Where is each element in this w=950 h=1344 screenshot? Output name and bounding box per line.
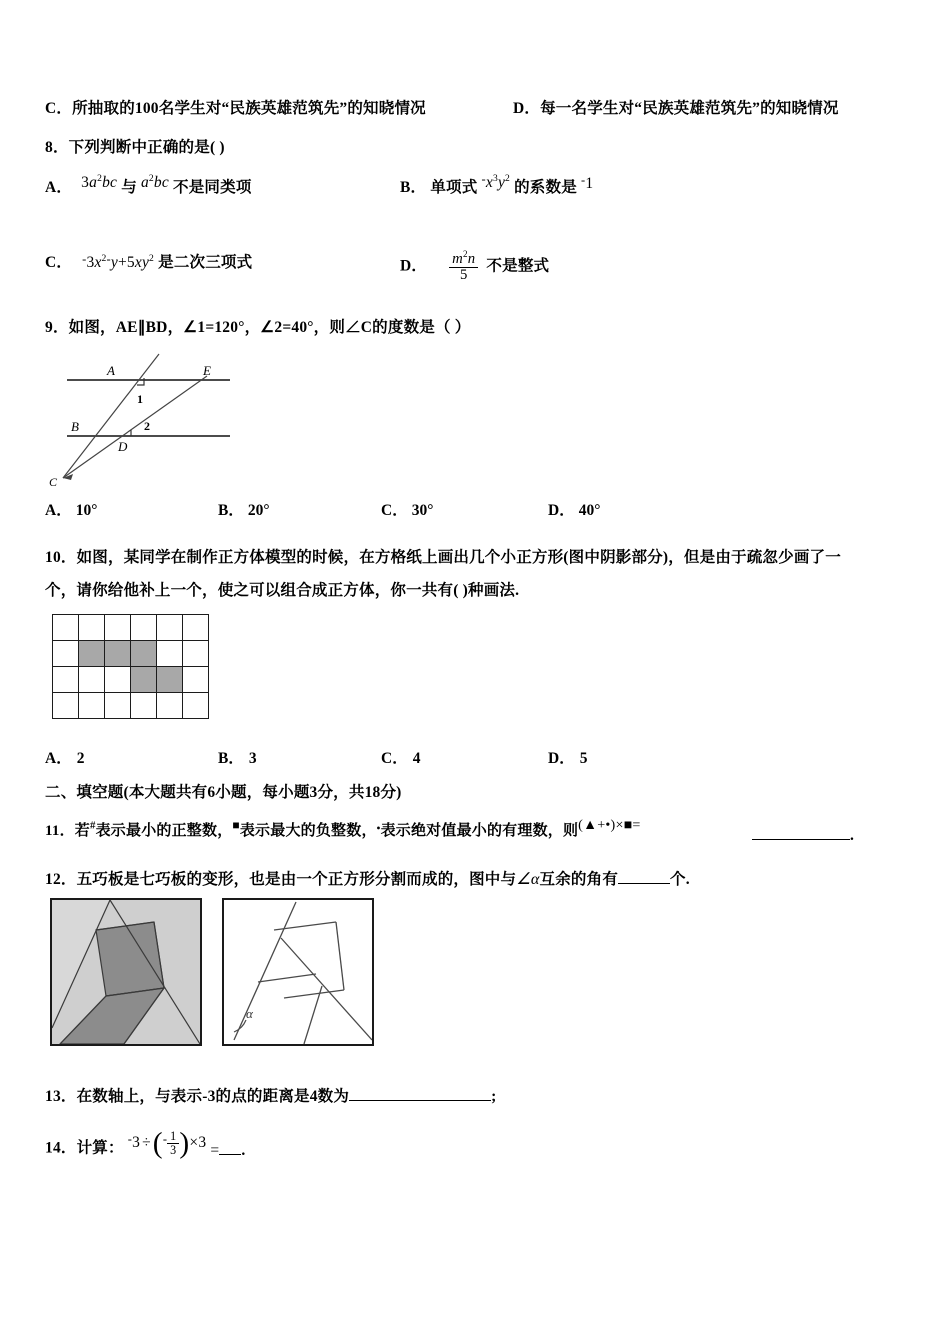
grid-cell xyxy=(105,615,131,641)
q8d-frac-m-sup: 2 xyxy=(463,249,468,259)
svg-text:E: E xyxy=(203,363,211,378)
q8-stem-text: 下列判断中正确的是( ) xyxy=(68,139,225,156)
q14-minus: - xyxy=(127,1131,133,1146)
grid-cell xyxy=(105,667,131,693)
q14-stem xyxy=(45,1127,246,1166)
grid-cell xyxy=(157,641,183,667)
q9-option-d-label: D． xyxy=(548,502,575,519)
q8-option-b xyxy=(400,172,594,197)
q11-paren-open: ( xyxy=(578,817,584,833)
q8c-var2: y xyxy=(110,254,118,271)
q10-option-a xyxy=(45,746,84,768)
q11-text4: 表示绝对值最小的有理数，则 xyxy=(380,823,579,839)
q9-option-d xyxy=(548,498,600,520)
q11-stem xyxy=(45,818,640,840)
q10-option-b-value: 3 xyxy=(248,750,257,767)
grid-cell xyxy=(157,693,183,719)
q10-option-c-label: C． xyxy=(381,750,408,767)
q14-answer-blank[interactable] xyxy=(219,1141,241,1155)
q10-option-a-label: A． xyxy=(45,750,72,767)
q9-option-a-value: 10° xyxy=(75,502,98,519)
q7-option-d-text: 每一名学生对“民族英雄范筑先”的知晓情况 xyxy=(540,100,839,117)
square-icon: ■ xyxy=(623,817,633,833)
q8d-frac-m: m xyxy=(452,250,464,267)
q12-figure-left xyxy=(50,898,202,1046)
q12-figure-right xyxy=(222,898,374,1046)
q8c-var1: x xyxy=(94,254,102,271)
q10-grid-figure xyxy=(52,614,209,719)
q8a-text: 不是同类项 xyxy=(173,179,252,196)
q13-stem xyxy=(45,1084,496,1106)
q8-option-a-label: A． xyxy=(45,179,73,196)
q11-tail: . xyxy=(850,827,855,844)
q10-stem-text2: 个，请你给他补上一个，使之可以组合成正方体，你一共有( )种画法. xyxy=(45,582,520,599)
q8-option-c-label: C． xyxy=(45,254,73,271)
grid-cell-shaded xyxy=(105,641,131,667)
q9-option-b xyxy=(218,498,270,520)
q14-frac-den: 3 xyxy=(170,1142,177,1157)
q8b-x: x xyxy=(485,174,493,191)
q8b-value: 1 xyxy=(585,175,594,192)
grid-row xyxy=(53,667,209,693)
q9-option-a-label: A． xyxy=(45,502,72,519)
q11-paren-close: ) xyxy=(610,817,616,833)
grid-cell xyxy=(53,615,79,641)
q10-option-d-label: D． xyxy=(548,750,575,767)
grid-cell xyxy=(79,615,105,641)
q12-stem-a: 五巧板是七巧板的变形，也是由一个正方形分割而成的，图中与 xyxy=(76,871,517,888)
q13-answer-blank[interactable] xyxy=(349,1087,491,1101)
svg-text:α: α xyxy=(246,1006,253,1021)
q10-grid-table xyxy=(52,614,209,719)
q10-option-b-label: B． xyxy=(218,750,244,767)
q8c-coef1: 3 xyxy=(86,254,95,271)
q11-answer-blank[interactable] xyxy=(752,826,850,840)
q7-option-c-label: C． xyxy=(45,100,73,117)
grid-cell xyxy=(53,641,79,667)
grid-row xyxy=(53,615,209,641)
q10-stem-line1 xyxy=(45,545,841,567)
q7-option-d-label: D． xyxy=(513,100,541,117)
grid-cell xyxy=(157,615,183,641)
q8c-sup3: 2 xyxy=(149,252,155,264)
square-icon: ■ xyxy=(232,818,240,832)
grid-cell xyxy=(183,641,209,667)
q11-plus: + xyxy=(597,817,606,833)
q7-option-c-text: 所抽取的100名学生对“民族英雄范筑先”的知晓情况 xyxy=(72,100,426,117)
svg-text:1: 1 xyxy=(137,392,143,406)
q11-number: 11． xyxy=(45,823,75,839)
grid-cell-shaded xyxy=(131,667,157,693)
q13-text1: 在数轴上，与表示-3的点的距离是4数为 xyxy=(76,1088,350,1105)
q8a-sup: 2 xyxy=(97,172,103,184)
q10-stem-line2 xyxy=(45,578,519,600)
q8d-frac-n: n xyxy=(467,250,476,267)
q8c-sup1: 2 xyxy=(101,252,107,264)
grid-cell xyxy=(131,615,157,641)
q9-option-c-value: 30° xyxy=(411,502,434,519)
q8d-frac-den: 5 xyxy=(459,267,468,284)
grid-row xyxy=(53,641,209,667)
grid-cell xyxy=(53,693,79,719)
q9-option-d-value: 40° xyxy=(578,502,601,519)
q14-tail: . xyxy=(241,1141,246,1159)
q10-option-d xyxy=(548,746,587,768)
q11-text1: 若 xyxy=(74,823,90,839)
q8b-minus: - xyxy=(481,172,486,187)
q14-frac-num: 1 xyxy=(167,1130,179,1144)
q10-option-c xyxy=(381,746,420,768)
q7-option-c xyxy=(45,96,426,118)
q8-option-d xyxy=(400,250,549,284)
svg-text:C: C xyxy=(49,475,58,489)
q9-option-c-label: C． xyxy=(381,502,408,519)
q8b-post-text: 的系数是 xyxy=(514,179,577,196)
q11-answer-blank-wrap xyxy=(752,826,854,845)
q8b-y-sup: 2 xyxy=(505,172,511,184)
q8b-value-minus: - xyxy=(581,173,586,188)
q9-option-b-label: B． xyxy=(218,502,244,519)
q8a-sup2: 2 xyxy=(148,172,154,184)
q14-three: 3 xyxy=(132,1133,141,1151)
q8c-minus1: - xyxy=(82,252,87,267)
q14-text1: 计算： xyxy=(76,1139,124,1157)
q14-number: 14． xyxy=(45,1139,77,1157)
q10-option-a-value: 2 xyxy=(76,750,85,767)
q11-expression xyxy=(578,817,640,833)
q9-option-c xyxy=(381,498,433,520)
grid-cell-shaded xyxy=(131,641,157,667)
grid-cell xyxy=(79,667,105,693)
q12-stem-c: 个. xyxy=(670,871,690,888)
q13-number: 13． xyxy=(45,1088,77,1105)
q8d-text: 不是整式 xyxy=(486,257,550,275)
svg-text:2: 2 xyxy=(144,419,150,433)
triangle-icon: ▲ xyxy=(583,817,598,833)
q8-option-c xyxy=(45,250,252,272)
q10-grid-body xyxy=(53,615,209,719)
q7-option-d xyxy=(513,96,839,118)
q11-times: × xyxy=(615,817,624,833)
q8c-text: 是二次三项式 xyxy=(158,254,253,271)
q10-option-b xyxy=(218,746,257,768)
q10-number: 10． xyxy=(45,549,77,566)
q8c-plus: + xyxy=(117,254,127,271)
q9-number: 9． xyxy=(45,319,69,336)
grid-cell-shaded xyxy=(79,641,105,667)
q10-option-c-value: 4 xyxy=(412,750,421,767)
q8c-minus2: - xyxy=(106,252,111,267)
q9-figure xyxy=(45,348,285,490)
q13-text2: ; xyxy=(491,1088,497,1105)
q11-equals: = xyxy=(632,817,641,833)
grid-cell xyxy=(53,667,79,693)
q14-paren-minus: - xyxy=(162,1131,168,1146)
q9-option-b-value: 20° xyxy=(247,502,270,519)
q14-expression: -3 ÷(- $\frac{1}{3}$ )×3 xyxy=(127,1127,207,1159)
q8-number: 8． xyxy=(45,139,69,156)
q8c-coef3: 5 xyxy=(126,254,135,271)
grid-cell xyxy=(131,693,157,719)
section2-heading: 二、填空题(本大题共有6小题，每小题3分，共18分) xyxy=(45,784,402,801)
grid-cell-shaded xyxy=(157,667,183,693)
hash-icon: # xyxy=(89,819,96,832)
q8a-mid-text: 与 xyxy=(121,179,137,196)
grid-cell xyxy=(183,667,209,693)
q12-answer-blank[interactable] xyxy=(618,870,670,884)
q9-stem xyxy=(45,315,470,337)
q14-equals: = xyxy=(210,1141,220,1159)
grid-cell xyxy=(183,693,209,719)
q14-times: ×3 xyxy=(189,1133,207,1151)
q8-option-a xyxy=(45,172,252,197)
q12-stem-b: 互余的角有 xyxy=(539,871,619,888)
q12-stem xyxy=(45,867,690,889)
q8-stem xyxy=(45,135,225,157)
q12-number: 12． xyxy=(45,871,77,888)
q11-text2: 表示最小的正整数， xyxy=(95,823,233,839)
q8a-base2: a xyxy=(140,174,149,191)
q8-option-b-label: B． xyxy=(400,179,427,196)
q8-option-d-label: D． xyxy=(400,257,428,275)
q10-stem-text1: 如图，某同学在制作正方体模型的时候，在方格纸上画出几个小正方形(图中阴影部分)，但是由于疏忽少画了一 xyxy=(76,549,841,566)
grid-cell xyxy=(79,693,105,719)
grid-cell xyxy=(183,615,209,641)
q8a-tail2: bc xyxy=(153,174,169,191)
q8a-base: a xyxy=(89,174,98,191)
dot-icon: • xyxy=(605,817,611,833)
q11-text3: 表示最大的负整数， xyxy=(239,823,377,839)
q8b-pre-text: 单项式 xyxy=(430,179,478,196)
svg-text:A: A xyxy=(107,363,115,378)
q8a-coef: 3 xyxy=(81,174,90,191)
grid-row xyxy=(53,693,209,719)
grid-cell xyxy=(105,693,131,719)
q9-stem-text: 如图，AE∥BD，∠1=120°，∠2=40°，则∠C的度数是（ ） xyxy=(68,319,471,336)
q8b-x-sup: 3 xyxy=(492,172,498,184)
svg-text:D: D xyxy=(118,439,128,454)
q12-angle-alpha: ∠α xyxy=(516,871,540,888)
q8c-var3: xy xyxy=(134,254,150,271)
q10-option-d-value: 5 xyxy=(579,750,588,767)
svg-text:B: B xyxy=(71,419,79,434)
dot-icon: • xyxy=(376,823,381,835)
q8b-y: y xyxy=(497,174,506,191)
q9-option-a xyxy=(45,498,97,520)
q14-divide: ÷ xyxy=(142,1133,151,1151)
q8a-tail: bc xyxy=(102,174,118,191)
